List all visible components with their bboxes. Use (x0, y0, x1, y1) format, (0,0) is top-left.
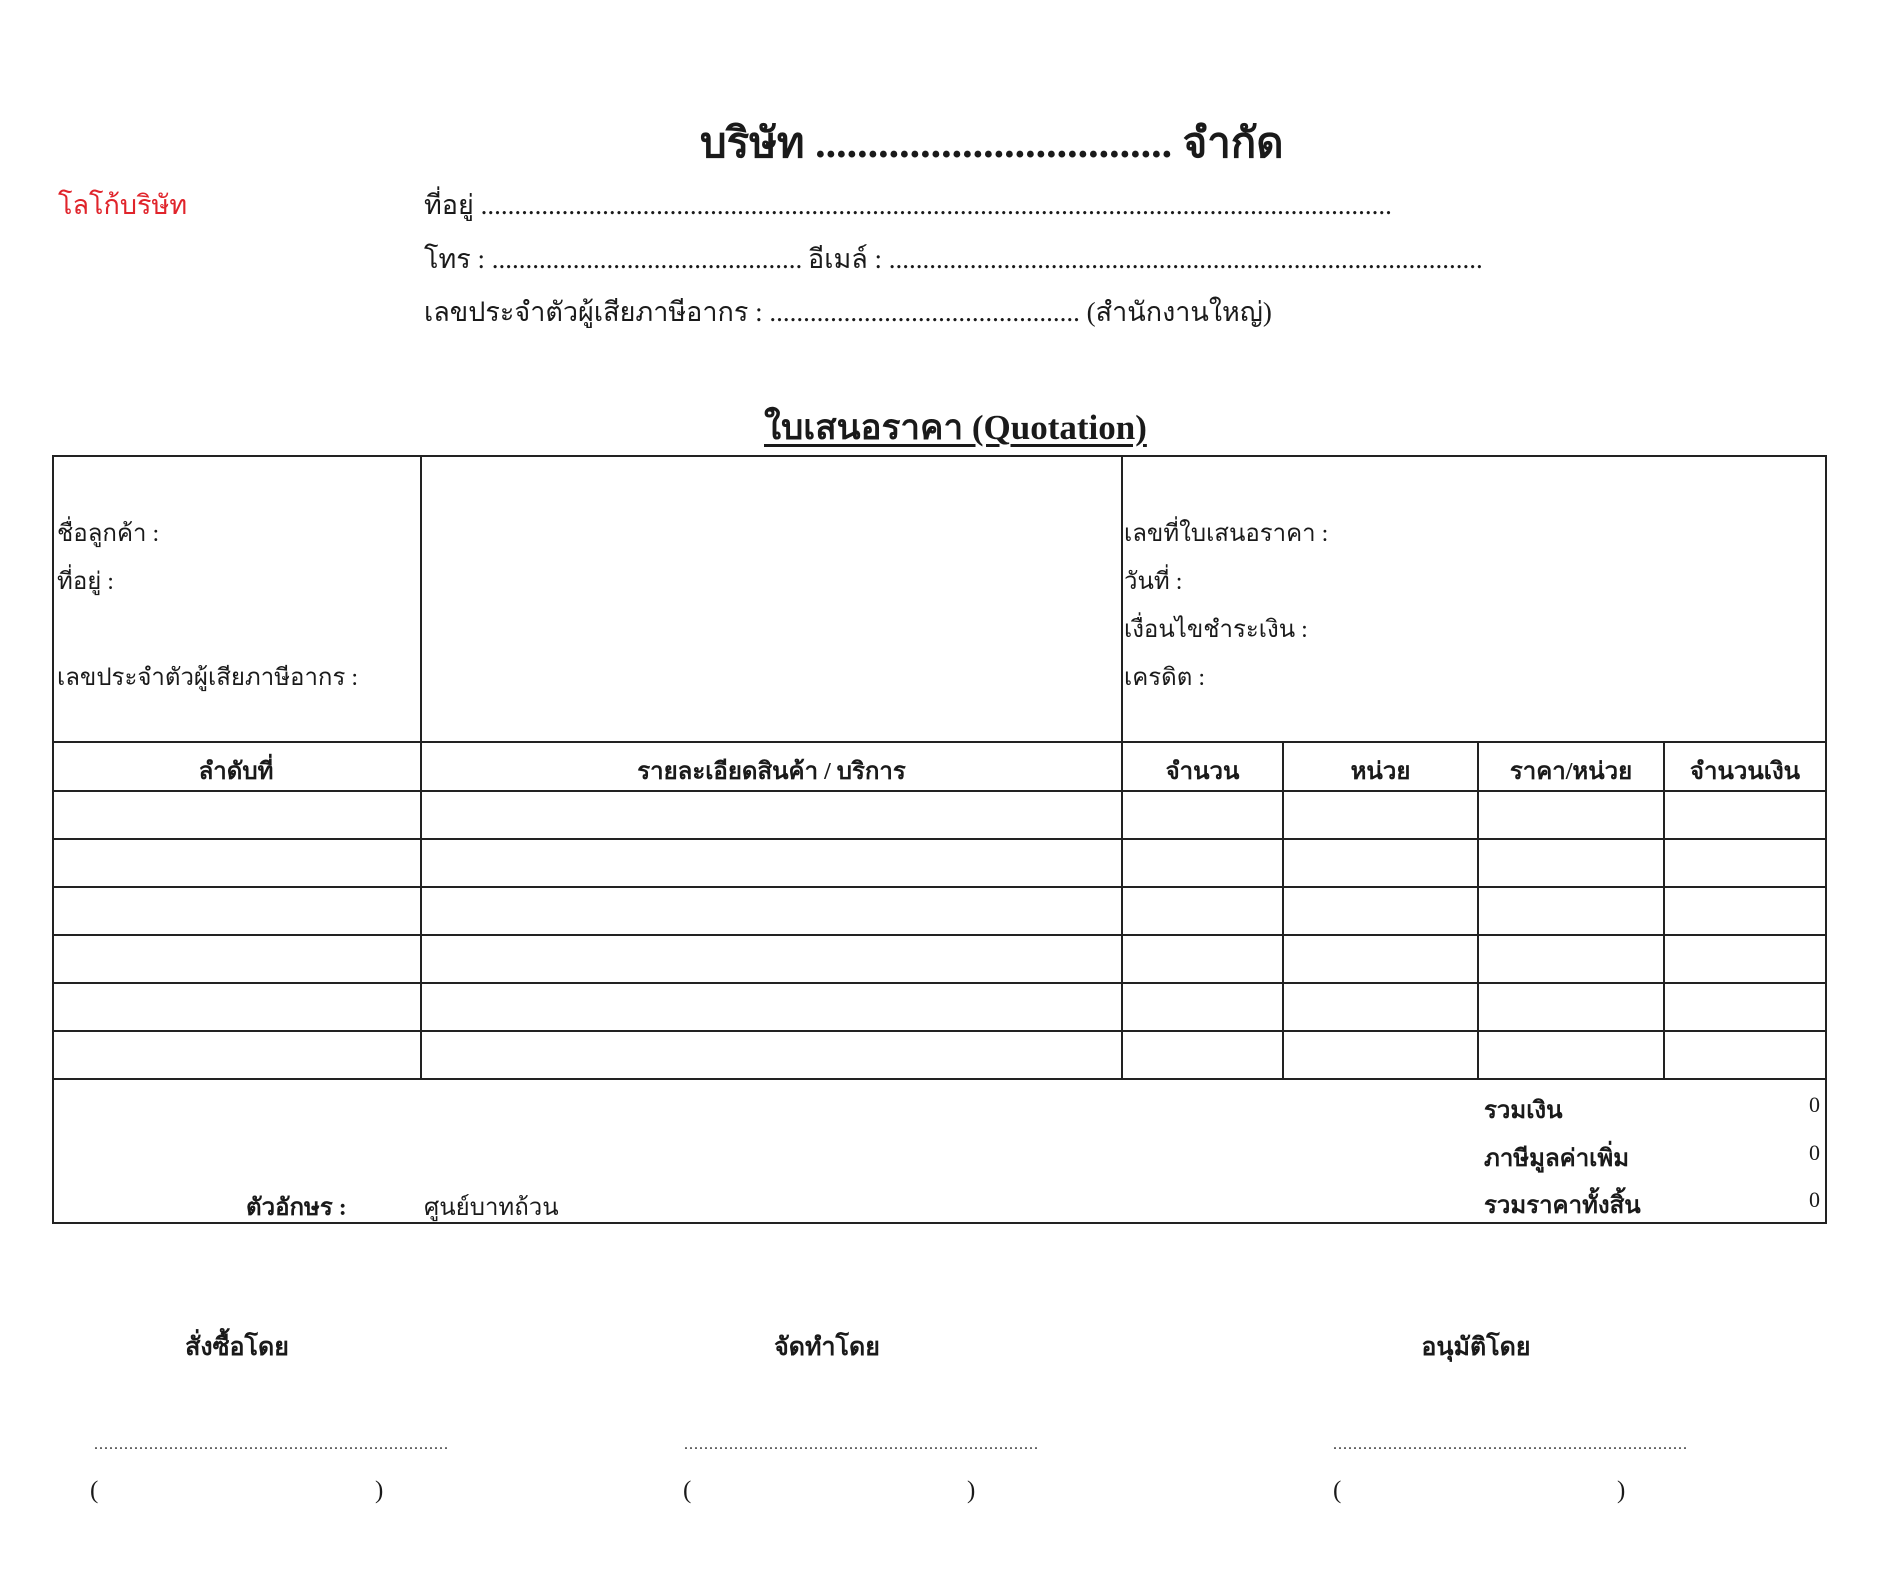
column-divider (1282, 741, 1284, 1080)
signature-title-ordered-by: สั่งซื้อโดย (185, 1334, 289, 1361)
signature-name-close-paren: ) (967, 1477, 976, 1504)
table-row-line (52, 934, 1827, 936)
signature-line: ....................................................................... (94, 1436, 449, 1453)
amount-in-words-value: ศูนย์บาทถ้วน (424, 1195, 559, 1221)
amount-in-words-label: ตัวอักษร : (246, 1195, 347, 1221)
quote-date-label: วันที่ : (1124, 569, 1183, 595)
company-logo-placeholder: โลโก้บริษัท (58, 190, 188, 220)
signature-line: ....................................................................... (684, 1436, 1039, 1453)
company-phone-line: โทร : .............................................. (424, 244, 803, 274)
company-tax-line: เลขประจำตัวผู้เสียภาษีอากร : .............................................. (สำนักงานใหญ่) (424, 297, 1272, 327)
col-header-amount: จำนวนเงิน (1689, 759, 1801, 785)
table-row-line (52, 1030, 1827, 1032)
table-row-line (52, 838, 1827, 840)
signature-title-approved-by: อนุมัติโดย (1421, 1334, 1531, 1361)
col-header-description: รายละเอียดสินค้า / บริการ (637, 759, 906, 785)
company-address-line: ที่อยู่ ....................................................................................................................................... (424, 190, 1392, 220)
subtotal-value: 0 (1809, 1092, 1820, 1117)
column-divider (1477, 741, 1479, 1080)
credit-label: เครดิต : (1124, 665, 1205, 691)
table-header-top-line (52, 741, 1827, 743)
customer-tax-label: เลขประจำตัวผู้เสียภาษีอากร : (57, 665, 359, 691)
signature-name-close-paren: ) (375, 1477, 384, 1504)
vat-label: ภาษีมูลค่าเพิ่ม (1484, 1146, 1630, 1172)
table-row-line (52, 886, 1827, 888)
table-body-bottom-line (52, 1078, 1827, 1080)
table-row-line (52, 982, 1827, 984)
signature-name-close-paren: ) (1617, 1477, 1626, 1504)
signature-title-prepared-by: จัดทำโดย (774, 1334, 880, 1361)
subtotal-label: รวมเงิน (1484, 1098, 1563, 1124)
col-header-item-no: ลำดับที่ (198, 759, 274, 785)
company-email-line: อีเมล์ : ........................................................................................ (808, 244, 1483, 274)
customer-name-label: ชื่อลูกค้า : (57, 521, 160, 547)
column-divider (1663, 741, 1665, 1080)
signature-name-open-paren: ( (90, 1477, 99, 1504)
company-name-line: บริษัท .................................. จำกัด (700, 121, 1284, 167)
col-header-unit-price: ราคา/หน่วย (1509, 759, 1633, 785)
payment-terms-label: เงื่อนไขชำระเงิน : (1124, 617, 1308, 643)
col-header-unit: หน่วย (1350, 759, 1411, 785)
quote-number-label: เลขที่ใบเสนอราคา : (1124, 521, 1329, 547)
signature-line: ....................................................................... (1333, 1436, 1688, 1453)
signature-name-open-paren: ( (1333, 1477, 1342, 1504)
vat-value: 0 (1809, 1140, 1820, 1165)
signature-name-open-paren: ( (683, 1477, 692, 1504)
col-header-quantity: จำนวน (1165, 759, 1240, 785)
table-header-bottom-line (52, 790, 1827, 792)
customer-address-label: ที่อยู่ : (57, 569, 114, 595)
grand-total-value: 0 (1809, 1187, 1820, 1212)
grand-total-label: รวมราคาทั้งสิ้น (1484, 1193, 1641, 1219)
document-title: ใบเสนอราคา (Quotation) (764, 408, 1147, 447)
